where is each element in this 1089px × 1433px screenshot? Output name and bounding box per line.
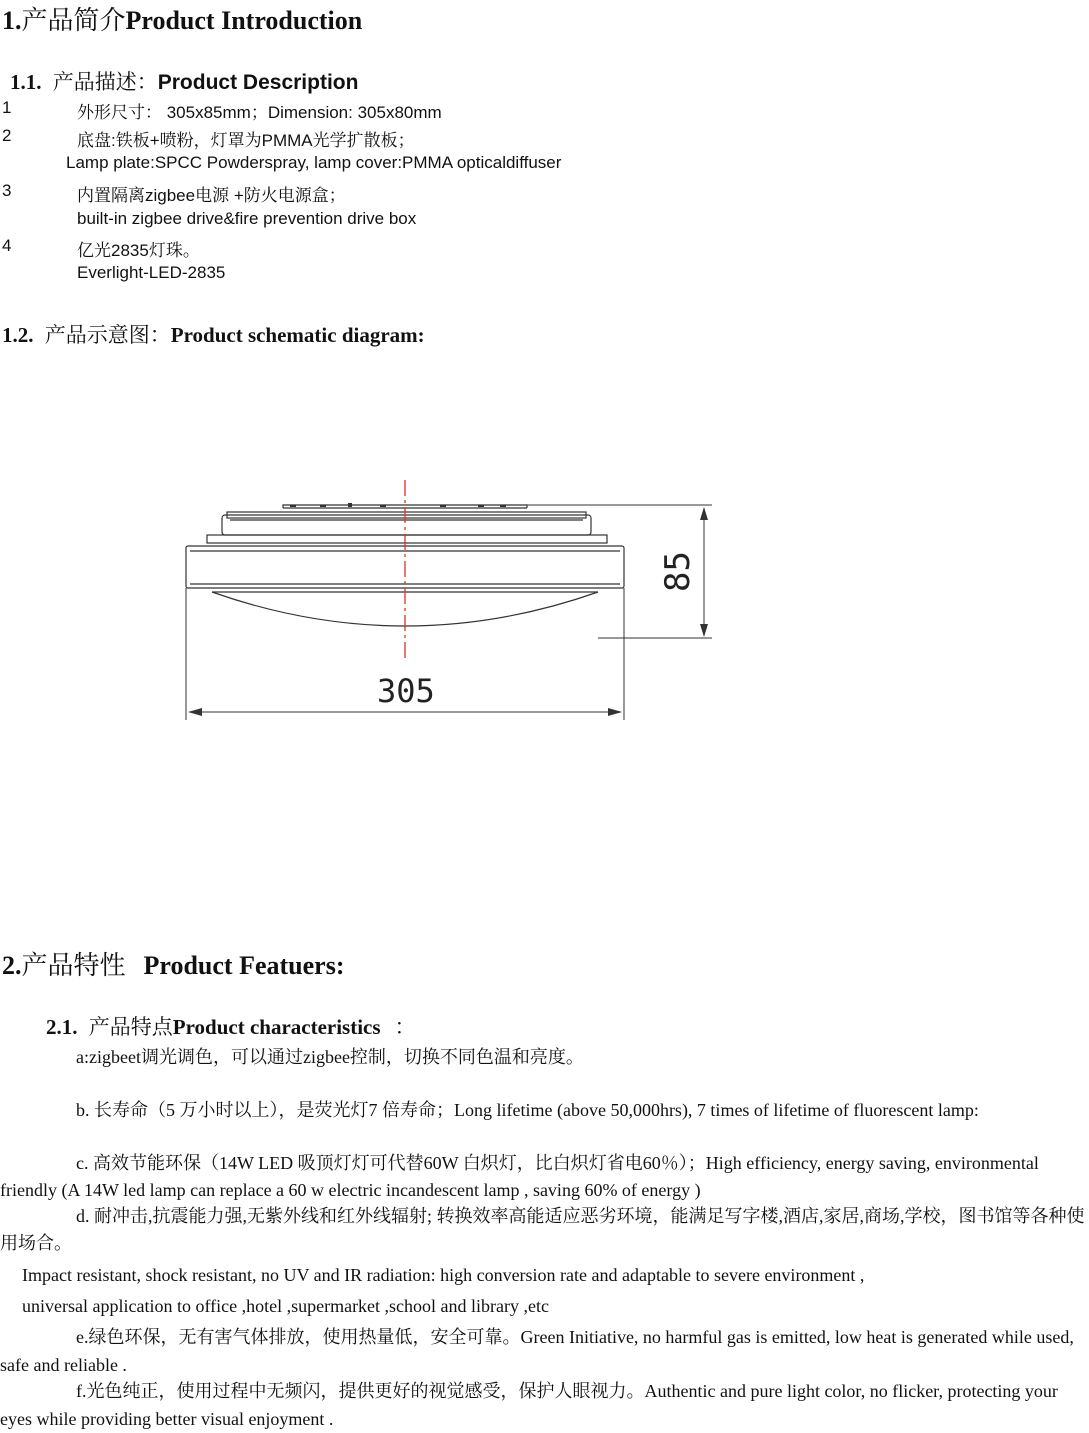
- height-label: 85: [658, 551, 698, 592]
- list-item-number: 3: [2, 181, 12, 200]
- feature-b: b. 长寿命（5 万小时以上），是荧光灯7 倍寿命；Long lifetime (above 50,000hrs), 7 times of lifetime of fluorescent lamp:: [76, 1100, 979, 1120]
- list-item-text: 外形尺寸： 305x85mm；Dimension: 305x80mm: [77, 103, 442, 122]
- list-item-number: 2: [2, 126, 12, 145]
- list-item-text: 亿光2835灯珠。: [77, 241, 200, 260]
- subsection-2-1-heading: 2.1. 产品特点Product characteristics ：: [46, 1015, 416, 1039]
- height-arrow-bottom: [700, 624, 708, 637]
- height-arrow-top: [700, 507, 708, 520]
- feature-f: f.光色纯正，使用过程中无频闪，提供更好的视觉感受，保护人眼视力。Authentic and pure light color, no flicker, protecting your eyes while providing better visual enjoyment .: [0, 1381, 1058, 1429]
- list-item-text: 底盘:铁板+喷粉，灯罩为PMMA光学扩散板；: [77, 131, 415, 150]
- width-arrow-left: [188, 708, 202, 716]
- list-item-number: 1: [2, 98, 12, 117]
- subsection-1-2-heading: 1.2. 产品示意图：Product schematic diagram:: [2, 323, 425, 347]
- list-item-translation: Lamp plate:SPCC Powderspray, lamp cover:PMMA opticaldiffuser: [66, 153, 562, 172]
- feature-d: d. 耐冲击,抗震能力强,无紫外线和红外线辐射; 转换效率高能适应恶劣环境，能满足写字楼,酒店,家居,商场,学校，图书馆等各种使用场合。: [0, 1206, 1085, 1253]
- width-arrow-right: [608, 708, 622, 716]
- subsection-1-1-heading: 1.1. 产品描述：Product Description: [10, 70, 359, 94]
- feature-c: c. 高效节能环保（14W LED 吸顶灯灯可代替60W 白炽灯，比白炽灯省电60％）；High efficiency, energy saving, environmental friendly (A 14W led lamp can replace a 60 w electric incandescent lamp , saving 60% of energy ): [0, 1153, 1039, 1200]
- feature-a: a:zigbeet调光调色，可以通过zigbee控制，切换不同色温和亮度。: [76, 1047, 584, 1067]
- list-item-translation: Everlight-LED-2835: [77, 263, 226, 282]
- section-1-heading: 1.产品简介Product Introduction: [2, 6, 363, 35]
- feature-e: e.绿色环保，无有害气体排放，使用热量低，安全可靠。Green Initiative, no harmful gas is emitted, low heat is generated while used, safe and reliable .: [0, 1327, 1074, 1375]
- width-label: 305: [377, 672, 435, 710]
- section-2-heading: 2.产品特性 Product Featuers:: [2, 951, 345, 980]
- list-item-text: 内置隔离zigbee电源 +防火电源盒；: [77, 186, 346, 205]
- feature-d-translation-line-2: universal application to office ,hotel ,supermarket ,school and library ,etc: [22, 1296, 549, 1316]
- list-item-number: 4: [2, 236, 12, 255]
- list-item-translation: built-in zigbee drive&fire prevention drive box: [77, 209, 417, 228]
- feature-d-translation-line-1: Impact resistant, shock resistant, no UV and IR radiation: high conversion rate and adaptable to severe environment ,: [22, 1265, 865, 1285]
